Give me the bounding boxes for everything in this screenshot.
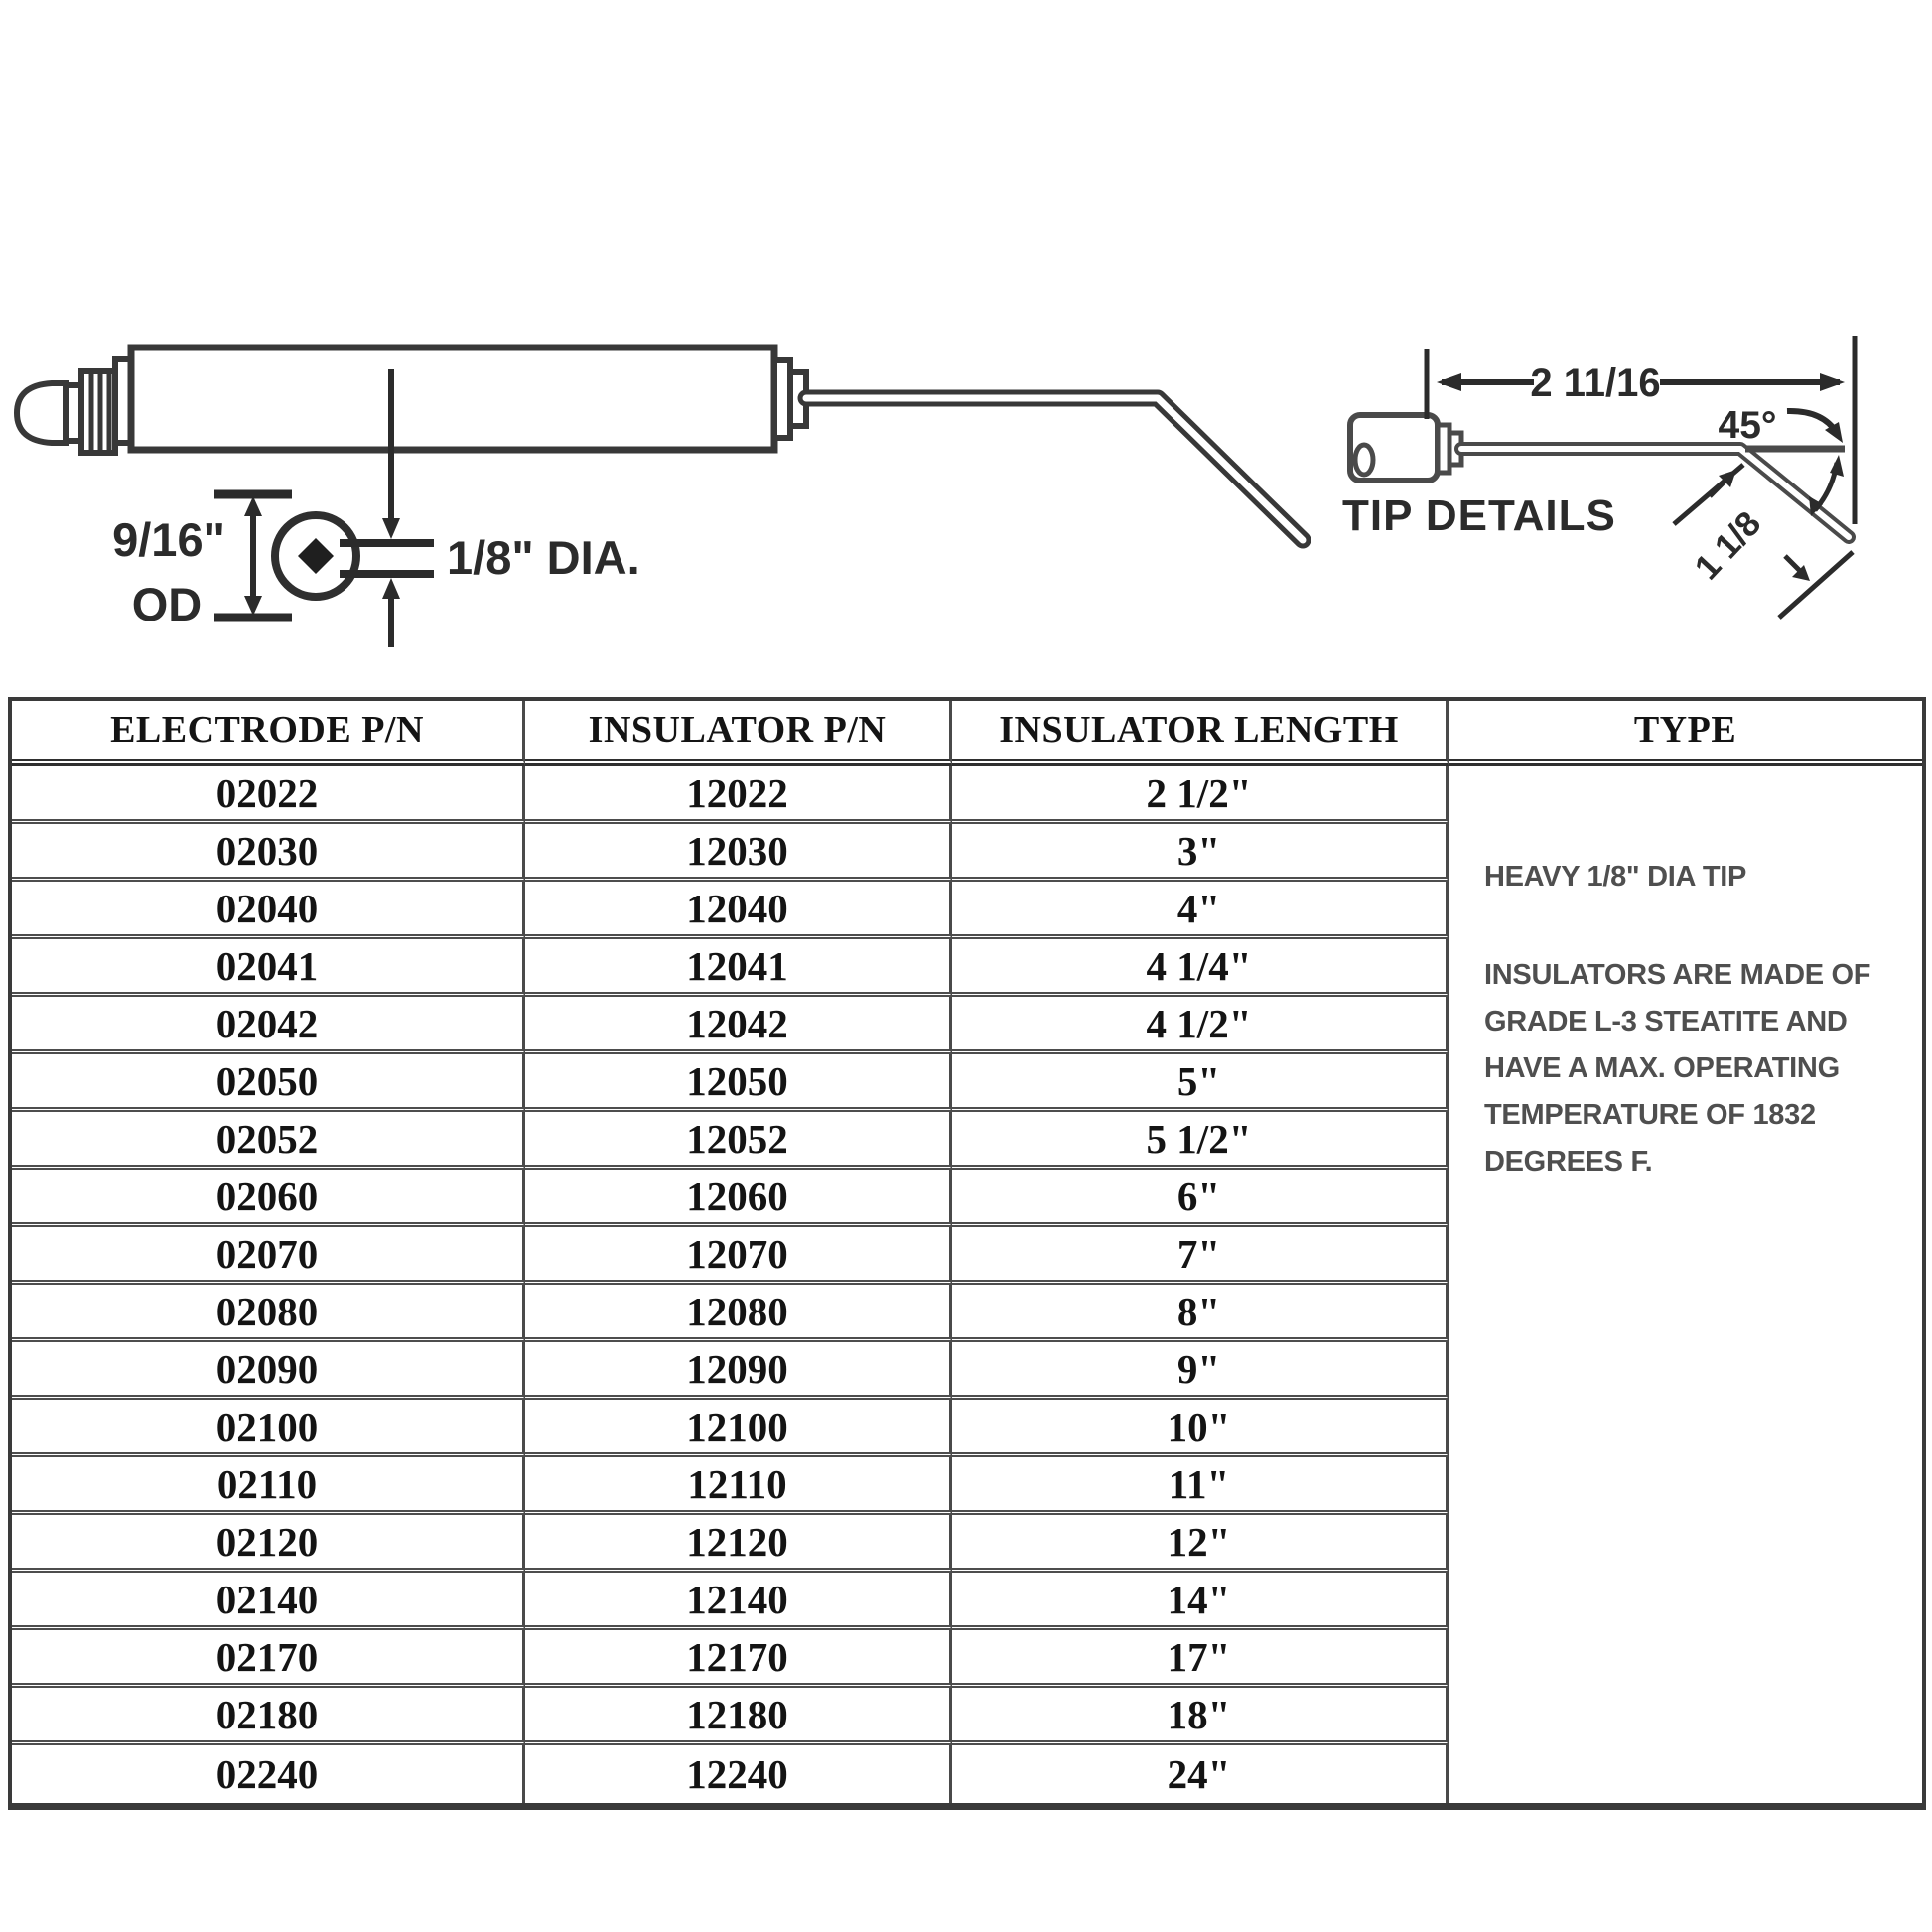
table-cell-length: 24" — [952, 1745, 1449, 1803]
table-cell-length: 4 1/4" — [952, 939, 1449, 997]
table-cell-electrode: 02240 — [12, 1745, 525, 1803]
table-cell-insulator: 12080 — [525, 1285, 952, 1342]
table-cell-insulator: 12041 — [525, 939, 952, 997]
table-cell-length: 11" — [952, 1457, 1449, 1515]
table-cell-length: 5" — [952, 1054, 1449, 1112]
tip-details-title: TIP DETAILS — [1342, 491, 1616, 540]
od-dimension-arrow — [244, 496, 262, 616]
insulator-body — [131, 347, 774, 450]
table-cell-insulator: 12110 — [525, 1457, 952, 1515]
terminal-tip — [17, 383, 66, 443]
table-cell-length: 5 1/2" — [952, 1112, 1449, 1170]
table-cell-length: 9" — [952, 1342, 1449, 1400]
table-cell-insulator: 12090 — [525, 1342, 952, 1400]
table-cell-length: 4 1/2" — [952, 997, 1449, 1054]
table-cell-electrode: 02030 — [12, 824, 525, 882]
tip-drop-label: 1 1/8 — [1687, 503, 1769, 588]
table-cell-length: 12" — [952, 1515, 1449, 1573]
table-cell-insulator: 12120 — [525, 1515, 952, 1573]
table-cell-insulator: 12022 — [525, 766, 952, 824]
column-header-insulator-length: INSULATOR LENGTH — [952, 701, 1449, 766]
table-cell-length: 3" — [952, 824, 1449, 882]
table-cell-length: 4" — [952, 882, 1449, 939]
table-cell-insulator: 12042 — [525, 997, 952, 1054]
table-cell-electrode: 02080 — [12, 1285, 525, 1342]
table-cell-length: 18" — [952, 1688, 1449, 1745]
dia-label: 1/8" DIA. — [447, 531, 640, 584]
table-cell-electrode: 02110 — [12, 1457, 525, 1515]
table-cell-electrode: 02140 — [12, 1573, 525, 1630]
table-cell-electrode: 02040 — [12, 882, 525, 939]
table-cell-insulator: 12030 — [525, 824, 952, 882]
od-unit-label: OD — [131, 578, 203, 630]
type-note-tip: HEAVY 1/8" DIA TIP — [1484, 861, 1747, 893]
table-cell-insulator: 12140 — [525, 1573, 952, 1630]
electrode-side-view — [17, 347, 806, 453]
table-cell-insulator: 12070 — [525, 1227, 952, 1285]
table-cell-length: 14" — [952, 1573, 1449, 1630]
table-cell-electrode: 02022 — [12, 766, 525, 824]
table-cell-electrode: 02041 — [12, 939, 525, 997]
table-cell-length: 7" — [952, 1227, 1449, 1285]
table-cell-length: 17" — [952, 1630, 1449, 1688]
tip-insulator-end — [1355, 445, 1373, 475]
table-cell-length: 8" — [952, 1285, 1449, 1342]
column-header-insulator-pn: INSULATOR P/N — [525, 701, 952, 766]
electrode-rod — [806, 398, 1303, 540]
angle-leader-arrow — [1787, 411, 1843, 443]
table-cell-insulator: 12052 — [525, 1112, 952, 1170]
table-cell-insulator: 12240 — [525, 1745, 952, 1803]
type-notes-cell — [1449, 766, 1922, 1803]
table-cell-electrode: 02052 — [12, 1112, 525, 1170]
table-cell-length: 6" — [952, 1170, 1449, 1227]
table-cell-electrode: 02042 — [12, 997, 525, 1054]
tip-angle-label: 45° — [1718, 404, 1777, 447]
table-cell-insulator: 12100 — [525, 1400, 952, 1457]
table-cell-electrode: 02100 — [12, 1400, 525, 1457]
table-cell-electrode: 02070 — [12, 1227, 525, 1285]
od-value-label: 9/16" — [112, 513, 225, 566]
table-cell-electrode: 02050 — [12, 1054, 525, 1112]
type-note-material: INSULATORS ARE MADE OF GRADE L-3 STEATITE AND HAVE A MAX. OPERATING TEMPERATURE OF 1832 DEGREES F. — [1484, 959, 1871, 1177]
tip-length-label: 2 11/16 — [1530, 361, 1661, 405]
table-cell-length: 2 1/2" — [952, 766, 1449, 824]
table-cell-electrode: 02170 — [12, 1630, 525, 1688]
table-cell-electrode: 02120 — [12, 1515, 525, 1573]
technical-drawing — [0, 0, 1932, 695]
tip-details-view — [1342, 336, 1855, 618]
parts-table — [8, 697, 1926, 1810]
table-cell-insulator: 12180 — [525, 1688, 952, 1745]
table-cell-electrode: 02060 — [12, 1170, 525, 1227]
table-cell-insulator: 12170 — [525, 1630, 952, 1688]
table-cell-electrode: 02180 — [12, 1688, 525, 1745]
table-cell-electrode: 02090 — [12, 1342, 525, 1400]
column-header-electrode-pn: ELECTRODE P/N — [12, 701, 525, 766]
table-cell-insulator: 12060 — [525, 1170, 952, 1227]
table-cell-length: 10" — [952, 1400, 1449, 1457]
table-cell-insulator: 12050 — [525, 1054, 952, 1112]
column-header-type: TYPE — [1449, 701, 1922, 766]
angle-arc — [1809, 455, 1844, 516]
table-cell-insulator: 12040 — [525, 882, 952, 939]
